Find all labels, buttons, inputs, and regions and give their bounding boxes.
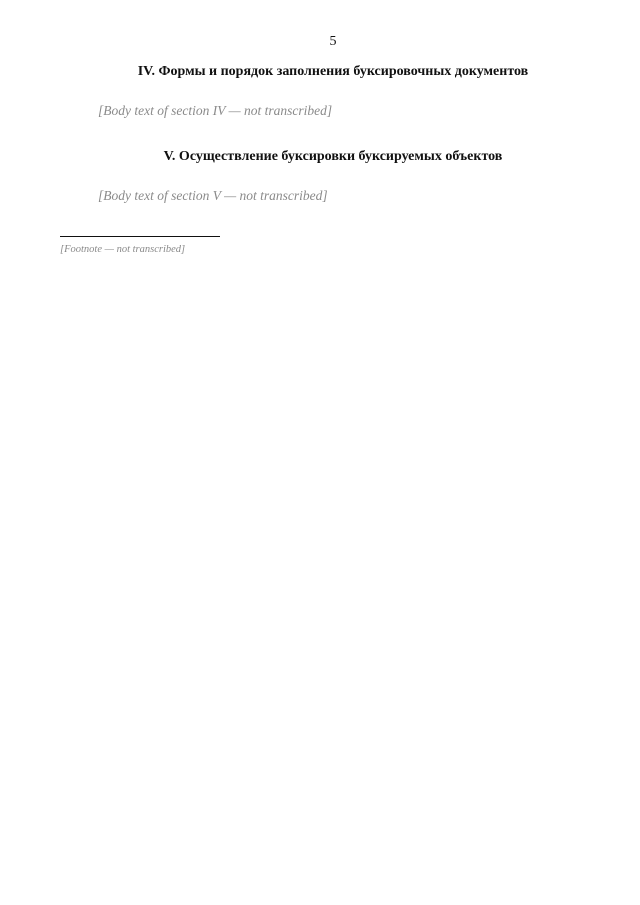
section-v-body-placeholder: [Body text of section V — not transcribed] [98, 188, 328, 203]
section-iv-body-placeholder: [Body text of section IV — not transcribed] [98, 103, 333, 118]
page-number: 5 [329, 34, 337, 49]
section-v-heading: V. Осуществление буксировки буксируемых объектов [163, 149, 503, 164]
section-iv-heading: IV. Формы и порядок заполнения буксировочных документов [137, 64, 529, 79]
footnote-placeholder: [Footnote — not transcribed] [60, 244, 186, 255]
footnote-divider [60, 236, 220, 237]
